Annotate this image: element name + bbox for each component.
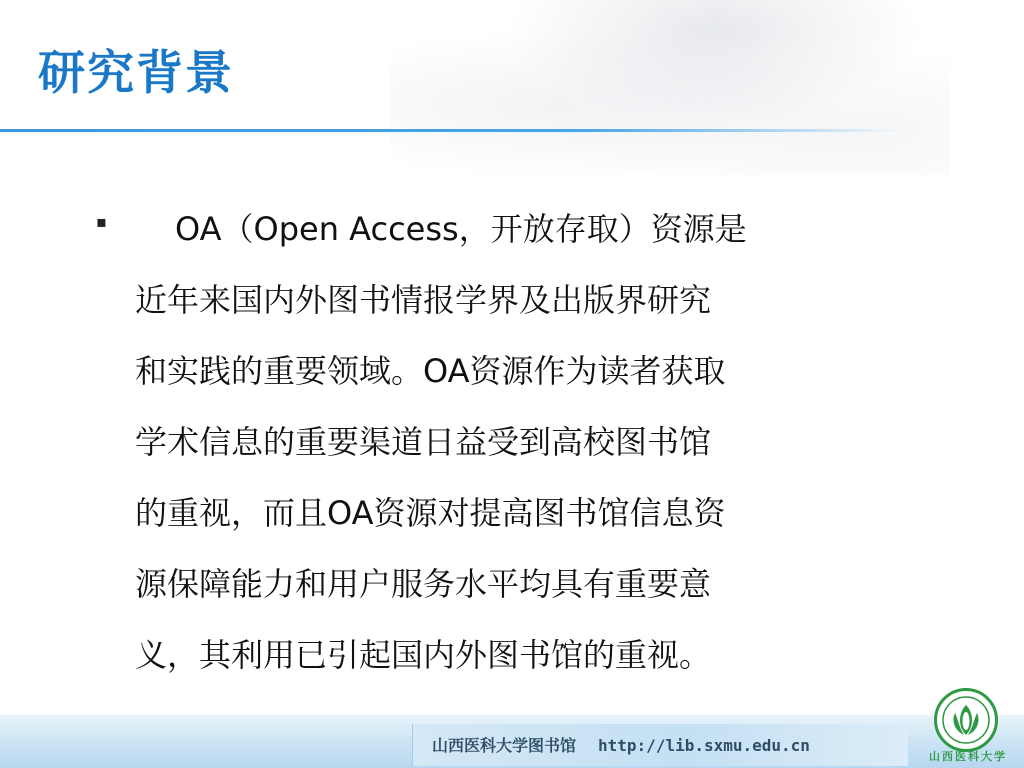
logo-caption: 山西医科大学 <box>929 750 1007 763</box>
paragraph-line: 义，其利用已引起国内外图书馆的重视。 <box>135 636 712 674</box>
university-logo-icon <box>934 688 998 752</box>
paragraph-line: 源保障能力和用户服务水平均具有重要意 <box>135 565 712 603</box>
paragraph-line: 学术信息的重要渠道日益受到高校图书馆 <box>135 423 712 461</box>
background-decoration <box>390 0 950 175</box>
footer-text <box>432 733 810 756</box>
paragraph-line: 近年来国内外图书情报学界及出版界研究 <box>135 281 712 319</box>
paragraph-line: OA（Open Access，开放存取）资源是 <box>175 210 747 248</box>
library-url: http://lib.sxmu.edu.cn <box>598 736 810 755</box>
library-name: 山西医科大学图书馆 <box>432 736 577 755</box>
bullet-paragraph <box>135 194 875 691</box>
slide-title: 研究背景 <box>38 46 234 101</box>
paragraph-line: 和实践的重要领域。OA资源作为读者获取 <box>135 352 726 390</box>
bullet-square-icon: ▪ <box>96 212 107 231</box>
title-underline <box>0 129 900 132</box>
paragraph-line: 的重视，而且OA资源对提高图书馆信息资 <box>135 494 726 532</box>
